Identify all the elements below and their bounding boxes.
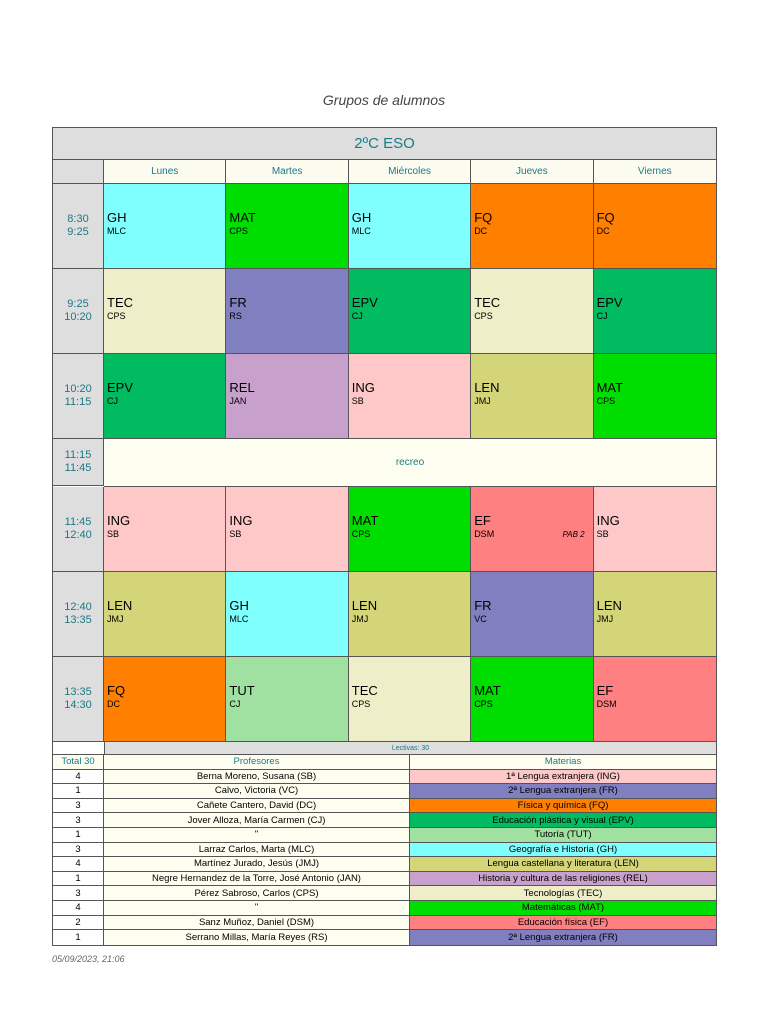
timetable-frame [52,127,717,946]
lesson-cell[interactable] [349,269,471,354]
lesson-teacher: CPS [351,529,371,539]
summary-subject: 2ª Lengua extranjera (FR) [410,784,716,799]
summary-hours: 3 [53,843,104,858]
time-slot [53,354,104,439]
schedule-grid [53,160,716,742]
lesson-subject: GH [351,210,372,225]
lesson-cell[interactable] [104,487,226,572]
lesson-subject: TEC [474,295,501,310]
lesson-teacher: DC [474,226,488,236]
lesson-cell[interactable] [104,572,226,657]
summary-hours: 4 [53,857,104,872]
lesson-subject: EPV [107,380,134,395]
lesson-cell[interactable] [471,354,593,439]
lesson-cell[interactable] [594,487,716,572]
materias-header: Materias [410,755,716,770]
summary-teacher: Sanz Muñoz, Daniel (DSM) [104,916,410,931]
lesson-cell[interactable] [349,657,471,742]
lesson-cell[interactable] [104,184,226,269]
summary-hours: 3 [53,886,104,901]
lesson-cell[interactable] [471,572,593,657]
summary-hours: 1 [53,828,104,843]
lesson-teacher: JMJ [596,614,614,624]
lesson-cell[interactable] [471,487,593,572]
lesson-teacher: CJ [596,311,608,321]
summary-teacher: Martínez Jurado, Jesús (JMJ) [104,857,410,872]
summary-subject: 1ª Lengua extranjera (ING) [410,770,716,785]
lectivas-spacer [53,742,104,754]
lesson-teacher: CPS [107,311,126,321]
lesson-subject: LEN [474,380,500,395]
lesson-subject: ING [351,380,375,395]
lesson-teacher: CPS [474,311,493,321]
lesson-cell[interactable] [226,269,348,354]
lesson-cell[interactable] [104,269,226,354]
lesson-cell[interactable] [349,184,471,269]
lesson-subject: TEC [351,683,378,698]
summary-hours: 2 [53,916,104,931]
day-header-jueves: Jueves [471,160,593,184]
lesson-teacher: RS [229,311,242,321]
lesson-teacher: JAN [229,396,247,406]
lesson-subject: LEN [351,598,378,613]
summary-subject: Historia y cultura de las religiones (REL) [410,872,716,887]
lesson-teacher: JMJ [107,614,124,624]
corner-cell [53,160,104,184]
lesson-subject: GH [107,210,127,225]
lesson-cell[interactable] [594,269,716,354]
summary-teacher: Jover Alloza, María Carmen (CJ) [104,813,410,828]
summary-table [53,755,716,945]
summary-teacher: Serrano Millas, María Reyes (RS) [104,930,410,945]
summary-teacher: Berna Moreno, Susana (SB) [104,770,410,785]
lesson-teacher: CPS [351,699,371,709]
day-header-viernes: Viernes [594,160,716,184]
slot-end: 14:30 [64,699,92,711]
lesson-teacher: DSM [596,699,617,709]
slot-start: 11:15 [64,449,92,461]
lesson-subject: MAT [474,683,501,698]
slot-end: 10:20 [64,311,92,323]
lesson-teacher: SB [229,529,242,539]
recess-cell: recreo [104,439,716,487]
lesson-teacher: DSM [474,529,495,539]
lesson-subject: MAT [596,380,624,395]
lesson-subject: EF [596,683,614,698]
lesson-cell[interactable] [471,657,593,742]
lesson-subject: ING [229,513,253,528]
profesores-header: Profesores [104,755,410,770]
footer-timestamp: 05/09/2023, 21:06 [52,954,125,964]
lesson-teacher: SB [351,396,364,406]
lesson-teacher: VC [474,614,487,624]
summary-subject: Educación plástica y visual (EPV) [410,813,716,828]
lesson-cell[interactable] [104,657,226,742]
lesson-cell[interactable] [104,354,226,439]
lesson-cell[interactable] [594,184,716,269]
lesson-teacher: DC [107,699,120,709]
lesson-cell[interactable] [594,572,716,657]
lesson-subject: FQ [107,683,126,698]
lesson-cell[interactable] [594,657,716,742]
lesson-cell[interactable] [471,184,593,269]
summary-subject: Lengua castellana y literatura (LEN) [410,857,716,872]
lesson-subject: LEN [596,598,622,613]
lesson-teacher: CJ [107,396,118,406]
day-header-lunes: Lunes [104,160,226,184]
lesson-subject: MAT [229,210,256,225]
summary-subject: Física y química (FQ) [410,799,716,814]
slot-end: 11:15 [64,396,92,408]
slot-start: 12:40 [64,601,92,613]
lesson-teacher: SB [596,529,609,539]
slot-start: 10:20 [64,383,92,395]
day-header-martes: Martes [226,160,348,184]
lesson-cell[interactable] [594,354,716,439]
lesson-subject: FQ [474,210,493,225]
summary-teacher: Negre Hernandez de la Torre, José Antonio (JAN) [104,872,410,887]
summary-teacher: Larraz Carlos, Marta (MLC) [104,843,410,858]
group-title: 2ºC ESO [53,128,716,160]
day-header-miercoles: Miércoles [349,160,471,184]
slot-start: 9:25 [67,298,89,310]
lesson-cell[interactable] [349,354,471,439]
lesson-teacher: CPS [229,226,248,236]
time-slot [53,269,104,354]
lesson-subject: TUT [229,683,255,698]
slot-end: 12:40 [64,529,92,541]
summary-hours: 1 [53,930,104,945]
summary-hours: 1 [53,872,104,887]
summary-subject: Tecnologías (TEC) [410,886,716,901]
slot-start: 13:35 [64,686,92,698]
time-slot [53,657,104,742]
lesson-teacher: MLC [351,226,371,236]
lesson-subject: ING [596,513,620,528]
lesson-subject: MAT [351,513,379,528]
lesson-teacher: JMJ [351,614,369,624]
lesson-cell[interactable] [226,184,348,269]
summary-subject: Educación física (EF) [410,916,716,931]
lesson-cell[interactable] [471,269,593,354]
summary-hours: 3 [53,813,104,828]
lesson-teacher: CPS [596,396,616,406]
summary-subject: Tutoría (TUT) [410,828,716,843]
summary-subject: 2ª Lengua extranjera (FR) [410,930,716,945]
lesson-subject: EPV [596,295,623,310]
lesson-subject: GH [229,598,249,613]
summary-teacher: " [104,901,410,916]
lesson-cell[interactable] [226,354,348,439]
summary-hours: 4 [53,901,104,916]
lesson-teacher: CJ [229,699,241,709]
lectivas-row [53,742,716,755]
summary-subject: Geografía e Historia (GH) [410,843,716,858]
summary-teacher: Calvo, Victoria (VC) [104,784,410,799]
slot-start: 8:30 [67,213,89,225]
lesson-cell[interactable] [349,487,471,572]
lesson-subject: FR [229,295,247,310]
lesson-cell[interactable] [226,657,348,742]
lesson-subject: TEC [107,295,133,310]
time-slot [53,184,104,269]
lesson-teacher: MLC [107,226,127,236]
lesson-subject: EPV [351,295,378,310]
summary-teacher: " [104,828,410,843]
summary-subject: Matemáticas (MAT) [410,901,716,916]
lesson-teacher: CJ [351,311,363,321]
slot-end: 13:35 [64,614,92,626]
lesson-subject: LEN [107,598,133,613]
lesson-subject: FR [474,598,492,613]
lesson-teacher: DC [596,226,610,236]
lesson-teacher: MLC [229,614,249,624]
lesson-cell[interactable] [226,487,348,572]
lesson-subject: FQ [596,210,615,225]
slot-start: 11:45 [64,516,92,528]
lesson-room: PAB 2 [562,530,585,539]
lesson-subject: EF [474,513,491,528]
lesson-teacher: JMJ [474,396,491,406]
lesson-subject: REL [229,380,255,395]
total-hours-label: Total 30 [53,755,104,770]
time-slot [53,572,104,657]
lesson-cell[interactable] [226,572,348,657]
summary-teacher: Pérez Sabroso, Carlos (CPS) [104,886,410,901]
slot-end: 9:25 [67,226,89,238]
summary-hours: 4 [53,770,104,785]
lectivas-total: Lectivas: 30 [104,742,716,754]
summary-teacher: Cañete Cantero, David (DC) [104,799,410,814]
page-title: Grupos de alumnos [322,92,446,108]
time-slot [53,439,104,486]
lesson-teacher: CPS [474,699,493,709]
time-slot [53,487,104,572]
slot-end: 11:45 [64,462,92,474]
lesson-cell[interactable] [349,572,471,657]
lesson-subject: ING [107,513,131,528]
summary-hours: 1 [53,784,104,799]
summary-hours: 3 [53,799,104,814]
lesson-teacher: SB [107,529,120,539]
